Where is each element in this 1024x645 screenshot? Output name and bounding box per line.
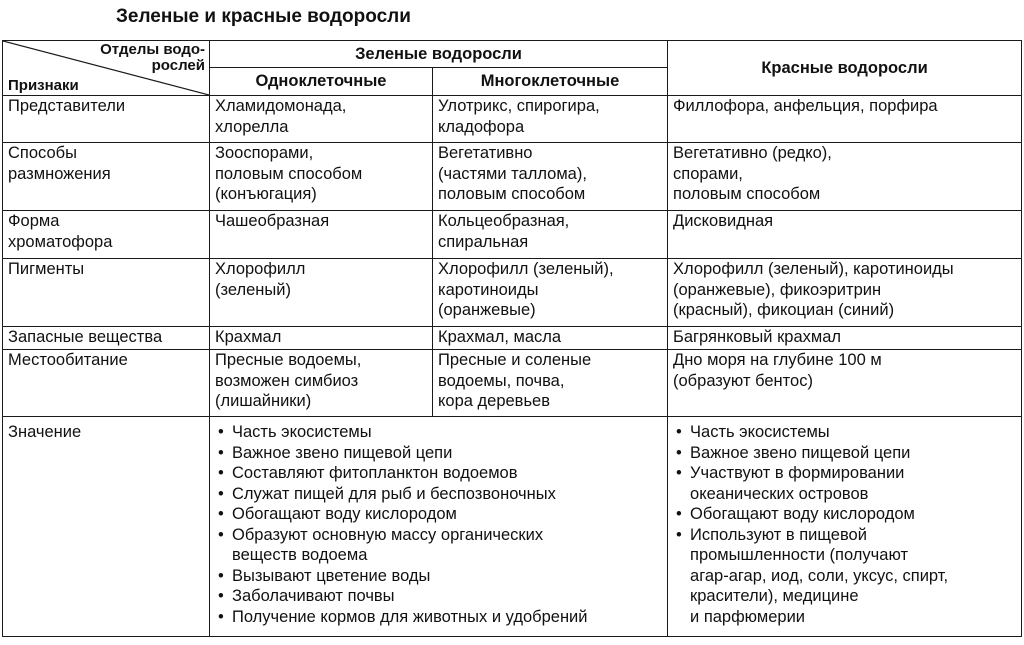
list-item-line: • Обогащают воду кислородом xyxy=(232,505,457,523)
multicellular-cell-line: водоемы, почва, xyxy=(438,371,565,390)
algae-comparison-table xyxy=(2,40,1022,637)
multicellular-cell-line: Кольцеобразная, xyxy=(438,212,570,230)
multicellular-cell-line: Вегетативно xyxy=(438,144,533,162)
table-row xyxy=(3,143,1022,211)
feature-cell xyxy=(3,327,210,350)
list-item xyxy=(215,484,662,505)
list-item-line: веществ водоема xyxy=(232,546,368,564)
table-row xyxy=(3,350,1022,417)
table-row xyxy=(3,259,1022,327)
red-algae-cell-line: Филлофора, анфельция, порфира xyxy=(673,97,938,115)
unicellular-cell-line: половым способом xyxy=(215,164,363,183)
red-algae-cell xyxy=(668,96,1022,143)
list-item-line: • Важное звено пищевой цепи xyxy=(232,443,453,462)
red-algae-cell-line: половым способом xyxy=(673,185,821,203)
red-algae-cell xyxy=(668,327,1022,350)
unicellular-cell-line: Крахмал xyxy=(215,328,282,346)
red-algae-cell-line: (образуют бентос) xyxy=(673,371,813,390)
unicellular-cell-line: Хламидомонада, xyxy=(215,97,347,115)
list-item-line: океанических островов xyxy=(690,484,869,503)
unicellular-cell xyxy=(210,211,433,259)
red-value-cell-list xyxy=(673,422,1016,627)
green-value-cell xyxy=(210,417,668,637)
feature-cell xyxy=(3,96,210,143)
feature-cell-line: Представители xyxy=(8,97,126,115)
multicellular-cell xyxy=(433,96,668,143)
unicellular-cell xyxy=(210,259,433,327)
list-item xyxy=(673,463,1016,504)
list-item-line: промышленности (получают xyxy=(690,546,909,564)
corner-divisions-line-2: рослей xyxy=(151,57,205,74)
unicellular-cell-line: Хлорофилл xyxy=(215,260,306,278)
corner-divisions-label xyxy=(100,42,205,74)
corner-header-cell xyxy=(3,41,210,96)
list-item-line: • Используют в пищевой xyxy=(690,525,867,544)
red-algae-cell xyxy=(668,143,1022,211)
list-item xyxy=(215,607,662,628)
list-item-line: • Часть экосистемы xyxy=(690,423,830,441)
green-algae-header: Зеленые водоросли xyxy=(210,41,668,68)
list-item-line: • Служат пищей для рыб и беспозвоночных xyxy=(232,484,556,503)
multicellular-cell-line: половым способом xyxy=(438,185,586,203)
list-item-line: • Составляют фитопланктон водоемов xyxy=(232,464,518,482)
unicellular-header: Одноклеточные xyxy=(210,68,433,96)
multicellular-cell-line: Крахмал, масла xyxy=(438,328,562,346)
page-title: Зеленые и красные водоросли xyxy=(116,6,411,27)
multicellular-cell-line: (оранжевые) xyxy=(438,301,536,319)
unicellular-cell-line: Пресные водоемы, xyxy=(215,351,362,369)
list-item-line: агар-агар, иод, соли, уксус, спирт, xyxy=(690,566,949,585)
red-algae-cell-line: (красный), фикоциан (синий) xyxy=(673,301,895,319)
feature-cell xyxy=(3,211,210,259)
list-item xyxy=(673,422,1016,443)
feature-cell-line: размножения xyxy=(8,164,111,183)
red-algae-cell-line: спорами, xyxy=(673,164,743,183)
red-algae-cell-line: Хлорофилл (зеленый), каротиноиды xyxy=(673,260,954,278)
red-value-cell xyxy=(668,417,1022,637)
multicellular-cell-line: спиральная xyxy=(438,232,529,251)
multicellular-cell-line: кора деревьев xyxy=(438,392,550,410)
corner-features-label: Признаки xyxy=(8,77,79,94)
red-algae-cell xyxy=(668,211,1022,259)
value-row xyxy=(3,417,1022,637)
unicellular-cell xyxy=(210,327,433,350)
red-algae-cell-line: (оранжевые), фикоэритрин xyxy=(673,280,882,299)
multicellular-cell-line: каротиноиды xyxy=(438,280,539,299)
table-row xyxy=(3,327,1022,350)
list-item-line: • Часть экосистемы xyxy=(232,423,372,441)
multicellular-cell xyxy=(433,259,668,327)
feature-cell xyxy=(3,350,210,417)
red-algae-cell-line: Багрянковый крахмал xyxy=(673,328,842,346)
red-algae-header: Красные водоросли xyxy=(668,41,1022,96)
list-item-line: • Получение кормов для животных и удобрений xyxy=(232,607,588,626)
list-item-line: • Образуют основную массу органических xyxy=(232,525,544,544)
list-item xyxy=(215,422,662,443)
multicellular-header: Многоклеточные xyxy=(433,68,668,96)
feature-cell-line: Пигменты xyxy=(8,260,85,278)
table-row xyxy=(3,211,1022,259)
feature-cell-line: Местообитание xyxy=(8,351,128,369)
list-item-line: • Важное звено пищевой цепи xyxy=(690,443,911,462)
multicellular-cell-line: Пресные и соленые xyxy=(438,351,592,369)
feature-cell-line: Запасные вещества xyxy=(8,328,163,346)
list-item-line: и парфюмерии xyxy=(690,607,805,626)
feature-cell-line: Форма xyxy=(8,212,60,230)
unicellular-cell-line: (зеленый) xyxy=(215,280,291,299)
red-algae-cell-line: Вегетативно (редко), xyxy=(673,144,832,162)
unicellular-cell-line: Зооспорами, xyxy=(215,144,314,162)
list-item xyxy=(215,463,662,484)
multicellular-cell xyxy=(433,143,668,211)
unicellular-cell xyxy=(210,96,433,143)
list-item xyxy=(673,443,1016,464)
list-item xyxy=(215,443,662,464)
feature-cell xyxy=(3,417,210,637)
unicellular-cell xyxy=(210,350,433,417)
list-item xyxy=(215,566,662,587)
red-algae-cell xyxy=(668,350,1022,417)
list-item xyxy=(673,525,1016,628)
multicellular-cell-line: Улотрикс, спирогира, xyxy=(438,97,600,115)
unicellular-cell-line: (конъюгация) xyxy=(215,185,317,203)
multicellular-cell xyxy=(433,350,668,417)
multicellular-cell xyxy=(433,327,668,350)
unicellular-cell-line: возможен симбиоз xyxy=(215,371,359,390)
list-item xyxy=(215,525,662,566)
unicellular-cell-line: хлорелла xyxy=(215,117,289,136)
green-value-cell-list xyxy=(215,422,662,627)
corner-divisions-line-1: Отделы водо- xyxy=(100,41,205,58)
feature-cell-line: хроматофора xyxy=(8,232,113,251)
header-row-1 xyxy=(3,41,1022,68)
table-row xyxy=(3,96,1022,143)
list-item-line: • Участвуют в формировании xyxy=(690,464,905,482)
list-item-line: • Заболачивают почвы xyxy=(232,587,395,605)
list-item-line: • Вызывают цветение воды xyxy=(232,566,431,585)
red-algae-cell xyxy=(668,259,1022,327)
list-item-line: • Обогащают воду кислородом xyxy=(690,505,915,523)
feature-cell-line: Значение xyxy=(8,423,82,441)
list-item xyxy=(215,504,662,525)
unicellular-cell-line: (лишайники) xyxy=(215,392,312,410)
unicellular-cell xyxy=(210,143,433,211)
red-algae-cell-line: Дисковидная xyxy=(673,212,774,230)
feature-cell xyxy=(3,143,210,211)
feature-cell xyxy=(3,259,210,327)
unicellular-cell-line: Чашеобразная xyxy=(215,212,330,230)
feature-cell-line: Способы xyxy=(8,144,77,162)
red-algae-cell-line: Дно моря на глубине 100 м xyxy=(673,351,882,369)
multicellular-cell-line: (частями таллома), xyxy=(438,164,587,183)
list-item xyxy=(673,504,1016,525)
multicellular-cell-line: Хлорофилл (зеленый), xyxy=(438,260,614,278)
multicellular-cell xyxy=(433,211,668,259)
multicellular-cell-line: кладофора xyxy=(438,117,525,136)
list-item xyxy=(215,586,662,607)
list-item-line: красители), медицине xyxy=(690,587,859,605)
